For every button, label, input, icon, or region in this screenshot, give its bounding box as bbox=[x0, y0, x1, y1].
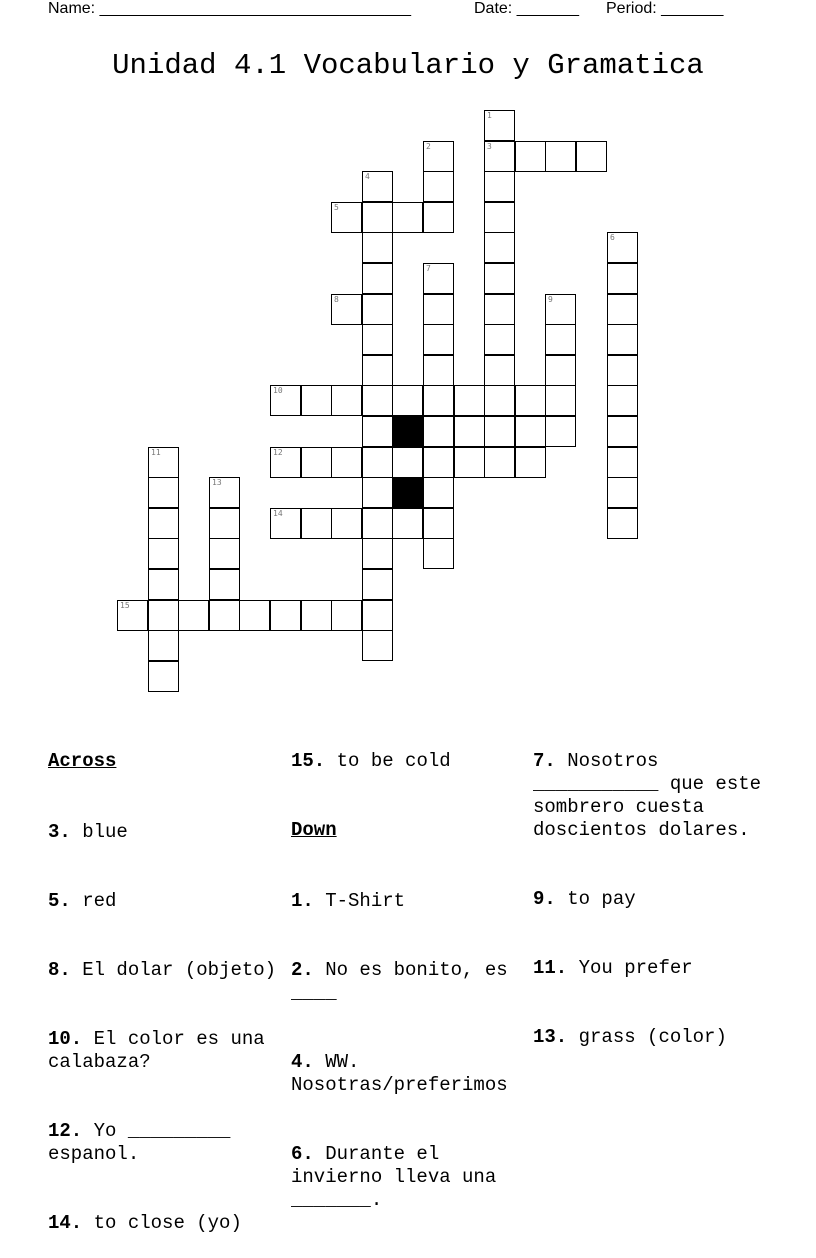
clue-number-label: 5 bbox=[334, 203, 339, 212]
crossword-cell[interactable] bbox=[331, 600, 362, 631]
clue-number: 5. bbox=[48, 890, 71, 912]
crossword-cell[interactable] bbox=[301, 508, 332, 539]
crossword-cell[interactable] bbox=[423, 538, 454, 569]
crossword-cell[interactable] bbox=[545, 416, 576, 447]
crossword-cell[interactable] bbox=[362, 416, 393, 447]
crossword-cell[interactable] bbox=[362, 477, 393, 508]
clue-text: to be cold bbox=[336, 750, 451, 772]
down-clue bbox=[533, 888, 773, 911]
crossword-cell[interactable] bbox=[301, 600, 332, 631]
crossword-cell[interactable] bbox=[607, 263, 638, 294]
clue-number: 8. bbox=[48, 959, 71, 981]
crossword-cell[interactable] bbox=[484, 324, 515, 355]
crossword-cell[interactable] bbox=[484, 385, 515, 416]
down-clue bbox=[291, 959, 527, 1005]
clue-text: to close (yo) bbox=[93, 1212, 242, 1234]
crossword-cell[interactable] bbox=[515, 141, 546, 172]
down-clue bbox=[533, 957, 773, 980]
crossword-cell[interactable] bbox=[423, 294, 454, 325]
clue-number: 13. bbox=[533, 1026, 568, 1048]
crossword-cell[interactable] bbox=[607, 232, 638, 263]
crossword-cell[interactable] bbox=[607, 508, 638, 539]
clue-number-label: 3 bbox=[487, 142, 492, 151]
clue-number: 1. bbox=[291, 890, 314, 912]
crossword-cell[interactable] bbox=[148, 600, 179, 631]
clue-text: red bbox=[82, 890, 117, 912]
clue-text: You prefer bbox=[578, 957, 693, 979]
crossword-cell[interactable] bbox=[301, 447, 332, 478]
crossword-cell[interactable] bbox=[454, 416, 485, 447]
crossword-cell[interactable] bbox=[607, 477, 638, 508]
crossword-cell[interactable] bbox=[148, 630, 179, 661]
clue-text: grass (color) bbox=[578, 1026, 727, 1048]
crossword-cell[interactable] bbox=[362, 569, 393, 600]
crossword-cell[interactable] bbox=[545, 385, 576, 416]
crossword-cell[interactable] bbox=[148, 477, 179, 508]
crossword-cell[interactable] bbox=[423, 171, 454, 202]
clue-number: 11. bbox=[533, 957, 568, 979]
crossword-cell[interactable] bbox=[515, 447, 546, 478]
down-clue bbox=[291, 1143, 527, 1212]
clue-text: Yo _________ espanol. bbox=[48, 1120, 242, 1165]
crossword-cell[interactable] bbox=[331, 294, 362, 325]
clue-number-label: 8 bbox=[334, 295, 339, 304]
crossword-cell[interactable] bbox=[301, 385, 332, 416]
crossword-cell[interactable] bbox=[178, 600, 209, 631]
crossword-cell[interactable] bbox=[607, 355, 638, 386]
crossword-cell[interactable] bbox=[423, 447, 454, 478]
crossword-cell[interactable] bbox=[484, 171, 515, 202]
across-clue bbox=[48, 890, 284, 913]
crossword-cell[interactable] bbox=[362, 355, 393, 386]
crossword-cell[interactable] bbox=[331, 447, 362, 478]
crossword-cell[interactable] bbox=[607, 324, 638, 355]
crossword-cell[interactable] bbox=[362, 171, 393, 202]
crossword-cell[interactable] bbox=[515, 385, 546, 416]
down-clue bbox=[533, 750, 773, 842]
clue-number: 3. bbox=[48, 821, 71, 843]
clue-number-label: 9 bbox=[548, 295, 553, 304]
clue-text: Nosotros ___________ que este sombrero cuesta doscientos dolares. bbox=[533, 750, 773, 841]
crossword-cell[interactable] bbox=[362, 263, 393, 294]
crossword-cell[interactable] bbox=[209, 538, 240, 569]
blocked-cell bbox=[392, 477, 423, 508]
across-clue bbox=[48, 1120, 284, 1166]
crossword-cell[interactable] bbox=[362, 508, 393, 539]
crossword-cell[interactable] bbox=[423, 202, 454, 233]
crossword-cell[interactable] bbox=[270, 508, 301, 539]
crossword-cell[interactable] bbox=[362, 630, 393, 661]
crossword-cell[interactable] bbox=[148, 661, 179, 692]
crossword-cell[interactable] bbox=[362, 324, 393, 355]
crossword-cell[interactable] bbox=[484, 447, 515, 478]
crossword-cell[interactable] bbox=[545, 294, 576, 325]
crossword-cell[interactable] bbox=[362, 538, 393, 569]
clue-text: to pay bbox=[567, 888, 636, 910]
clue-number-label: 4 bbox=[365, 172, 370, 181]
clue-number: 9. bbox=[533, 888, 556, 910]
across-clue bbox=[291, 750, 527, 773]
clue-column-2 bbox=[291, 704, 527, 1235]
crossword-cell[interactable] bbox=[362, 447, 393, 478]
page-title: Unidad 4.1 Vocabulario y Gramatica bbox=[112, 49, 704, 82]
clue-number-label: 10 bbox=[273, 386, 283, 395]
crossword-cell[interactable] bbox=[454, 385, 485, 416]
crossword-cell[interactable] bbox=[423, 324, 454, 355]
crossword-cell[interactable] bbox=[362, 385, 393, 416]
crossword-cell[interactable] bbox=[484, 110, 515, 141]
across-clue bbox=[48, 821, 284, 844]
crossword-cell[interactable] bbox=[209, 508, 240, 539]
down-clue bbox=[533, 1026, 773, 1049]
crossword-cell[interactable] bbox=[209, 477, 240, 508]
clue-number: 12. bbox=[48, 1120, 83, 1142]
crossword-cell[interactable] bbox=[331, 508, 362, 539]
crossword-cell[interactable] bbox=[148, 508, 179, 539]
clue-number-label: 6 bbox=[610, 233, 615, 242]
crossword-cell[interactable] bbox=[392, 385, 423, 416]
down-heading: Down bbox=[291, 819, 337, 841]
crossword-cell[interactable] bbox=[362, 294, 393, 325]
crossword-cell[interactable] bbox=[270, 447, 301, 478]
crossword-cell[interactable] bbox=[484, 416, 515, 447]
crossword-cell[interactable] bbox=[607, 294, 638, 325]
crossword-cell[interactable] bbox=[484, 141, 515, 172]
date-field[interactable]: Date: _______ bbox=[474, 0, 579, 17]
clue-number: 15. bbox=[291, 750, 326, 772]
clue-text: blue bbox=[82, 821, 128, 843]
crossword-cell[interactable] bbox=[423, 508, 454, 539]
clue-number-label: 1 bbox=[487, 111, 492, 120]
across-heading: Across bbox=[48, 750, 117, 772]
crossword-cell[interactable] bbox=[148, 538, 179, 569]
clue-text: El dolar (objeto) bbox=[82, 959, 277, 981]
clue-number: 6. bbox=[291, 1143, 314, 1165]
crossword-cell[interactable] bbox=[423, 477, 454, 508]
clue-number-label: 11 bbox=[151, 448, 161, 457]
period-field[interactable]: Period: _______ bbox=[606, 0, 724, 17]
clue-column-1 bbox=[48, 704, 284, 1258]
clue-number: 10. bbox=[48, 1028, 83, 1050]
crossword-cell[interactable] bbox=[148, 447, 179, 478]
crossword-cell[interactable] bbox=[484, 263, 515, 294]
crossword-cell[interactable] bbox=[484, 202, 515, 233]
across-clue bbox=[48, 959, 284, 982]
crossword-cell[interactable] bbox=[423, 263, 454, 294]
crossword-cell[interactable] bbox=[545, 355, 576, 386]
crossword-cell[interactable] bbox=[607, 447, 638, 478]
clue-number: 4. bbox=[291, 1051, 314, 1073]
crossword-cell[interactable] bbox=[117, 600, 148, 631]
clue-column-3 bbox=[533, 704, 773, 1072]
crossword-cell[interactable] bbox=[423, 416, 454, 447]
crossword-cell[interactable] bbox=[331, 202, 362, 233]
down-clue bbox=[291, 1051, 527, 1097]
crossword-cell[interactable] bbox=[484, 294, 515, 325]
crossword-cell[interactable] bbox=[209, 600, 240, 631]
crossword-cell[interactable] bbox=[392, 508, 423, 539]
clue-number: 7. bbox=[533, 750, 556, 772]
crossword-cell[interactable] bbox=[607, 416, 638, 447]
down-clue bbox=[291, 890, 527, 913]
crossword-cell[interactable] bbox=[423, 355, 454, 386]
crossword-cell[interactable] bbox=[392, 202, 423, 233]
clue-number-label: 13 bbox=[212, 478, 222, 487]
crossword-cell[interactable] bbox=[331, 385, 362, 416]
crossword-cell[interactable] bbox=[362, 232, 393, 263]
crossword-cell[interactable] bbox=[576, 141, 607, 172]
crossword-cell[interactable] bbox=[545, 324, 576, 355]
crossword-cell[interactable] bbox=[515, 416, 546, 447]
crossword-cell[interactable] bbox=[239, 600, 270, 631]
clue-text: No es bonito, es ____ bbox=[291, 959, 520, 1004]
crossword-cell[interactable] bbox=[148, 569, 179, 600]
clue-text: T-Shirt bbox=[325, 890, 406, 912]
crossword-cell[interactable] bbox=[454, 447, 485, 478]
clue-number: 2. bbox=[291, 959, 314, 981]
blocked-cell bbox=[392, 416, 423, 447]
clue-number-label: 15 bbox=[120, 601, 130, 610]
crossword-cell[interactable] bbox=[484, 232, 515, 263]
clue-number: 14. bbox=[48, 1212, 83, 1234]
clue-text: Durante el invierno lleva una _______. bbox=[291, 1143, 508, 1211]
clue-text: WW. Nosotras/preferimos bbox=[291, 1051, 508, 1096]
crossword-cell[interactable] bbox=[270, 385, 301, 416]
across-clue bbox=[48, 1212, 284, 1235]
across-clue bbox=[48, 1028, 284, 1074]
crossword-cell[interactable] bbox=[362, 600, 393, 631]
clue-text: El color es una calabaza? bbox=[48, 1028, 277, 1073]
clue-number-label: 14 bbox=[273, 509, 283, 518]
name-field[interactable]: Name: ___________________________________ bbox=[48, 0, 412, 17]
crossword-cell[interactable] bbox=[423, 385, 454, 416]
crossword-cell[interactable] bbox=[270, 600, 301, 631]
clue-number-label: 7 bbox=[426, 264, 431, 273]
crossword-cell[interactable] bbox=[545, 141, 576, 172]
clue-number-label: 12 bbox=[273, 448, 283, 457]
crossword-cell[interactable] bbox=[209, 569, 240, 600]
clue-number-label: 2 bbox=[426, 142, 431, 151]
crossword-cell[interactable] bbox=[362, 202, 393, 233]
crossword-cell[interactable] bbox=[607, 385, 638, 416]
crossword-cell[interactable] bbox=[423, 141, 454, 172]
crossword-cell[interactable] bbox=[484, 355, 515, 386]
crossword-cell[interactable] bbox=[392, 447, 423, 478]
